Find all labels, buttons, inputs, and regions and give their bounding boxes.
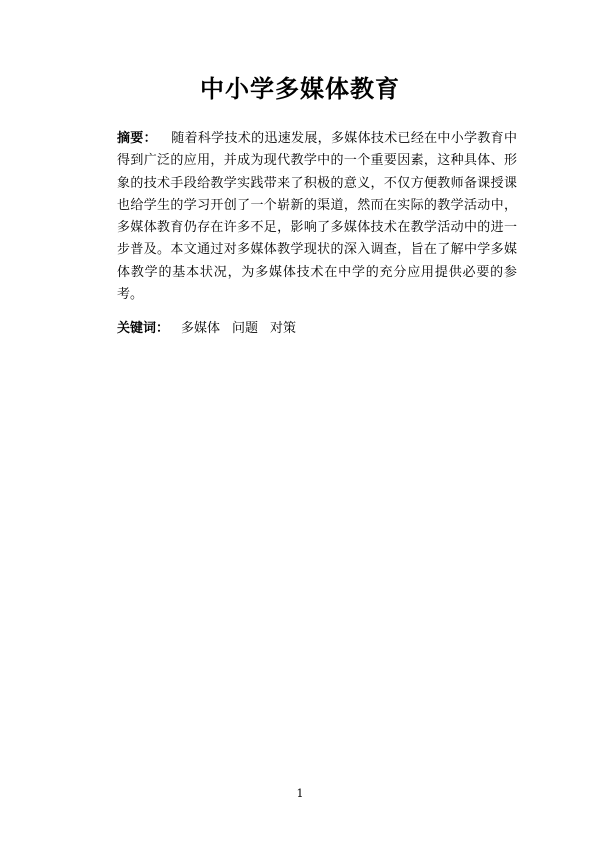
keywords-label: 关键词： (117, 321, 170, 336)
keyword-item: 对策 (270, 321, 297, 336)
document-title: 中小学多媒体教育 (200, 75, 400, 103)
abstract-section (117, 128, 517, 306)
keyword-item: 多媒体 (181, 321, 221, 336)
abstract-text: 随着科学技术的迅速发展，多媒体技术已经在中小学教育中得到广泛的应用，并成为现代教学中的一个重要因素，这种具体、形象的技术手段给教学实践带来了积极的意义，不仅方便教师备课授课也给学生的学习开创了一个崭新的渠道，然而在实际的教学活动中，多媒体教育仍存在许多不足，影响了多媒体技术在教学活动中的进一步普及。本文通过对多媒体教学现状的深入调查，旨在了解中学多媒体教学的基本状况，为多媒体技术在中学的充分应用提供必要的参考。 (117, 131, 517, 303)
page-number: 1 (296, 787, 304, 800)
keywords-section (117, 318, 296, 340)
keyword-item: 问题 (232, 321, 259, 336)
abstract-label: 摘要： (117, 131, 157, 146)
